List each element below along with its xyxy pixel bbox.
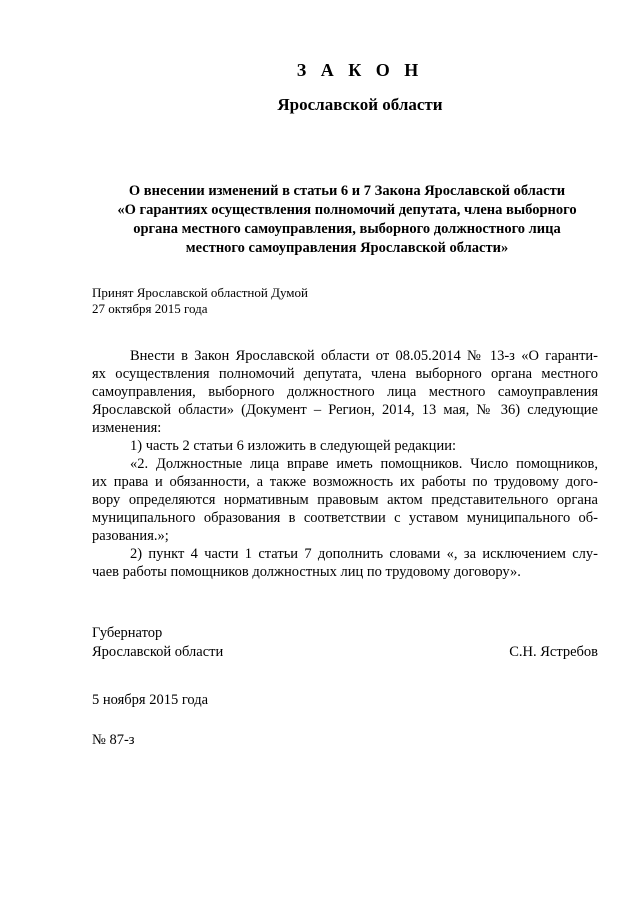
signing-date: 5 ноября 2015 года (92, 692, 209, 708)
adoption-body: Принят Ярославской областной Думой (92, 285, 308, 300)
law-subject (92, 182, 602, 258)
subject-line: органа местного самоуправления, выборного должностного лица (133, 221, 561, 237)
document-type-title: З А К О Н (296, 60, 424, 80)
body-line: Ярославской области» (Документ – Регион, 2014, 13 мая, № 36) следующие (92, 402, 598, 418)
body-line: ях осуществления полномочий депутата, члена выборного органа местного (92, 366, 598, 382)
body-line: разования.»; (92, 528, 169, 544)
law-number: № 87-з (92, 732, 135, 748)
adoption-date: 27 октября 2015 года (92, 301, 208, 316)
body-line: их права и обязанности, а также возможность их работы по трудовому дого- (92, 474, 598, 490)
body-line: муниципального образования в соответствии с уставом муниципального об- (92, 510, 598, 526)
law-body (92, 347, 598, 581)
body-line: самоуправления, выборного должностного лица местного самоуправления (92, 384, 598, 400)
adoption-note (92, 285, 308, 317)
signatory-name: С.Н. Ястребов (509, 644, 598, 660)
signature-block (92, 624, 598, 662)
signatory-position: Губернатор (92, 625, 163, 641)
subject-line: местного самоуправления Ярославской области» (185, 240, 509, 256)
body-line: Внести в Закон Ярославской области от 08.05.2014 № 13-з «О гаранти- (130, 348, 598, 364)
body-line: 1) часть 2 статьи 6 изложить в следующей редакции: (130, 438, 456, 454)
body-line: вору определяются нормативным правовым актом представительного органа (92, 492, 598, 508)
signatory-region: Ярославской области (92, 644, 224, 660)
document-region: Ярославской области (277, 95, 443, 114)
subject-line: «О гарантиях осуществления полномочий депутата, члена выборного (117, 202, 577, 218)
body-line: «2. Должностные лица вправе иметь помощников. Число помощников, (130, 456, 598, 472)
body-line: 2) пункт 4 части 1 статьи 7 дополнить словами «, за исключением слу- (130, 546, 598, 562)
subject-line: О внесении изменений в статьи 6 и 7 Закона Ярославской области (128, 183, 566, 199)
body-line: чаев работы помощников должностных лиц по трудовому договору». (92, 564, 521, 580)
body-line: изменения: (92, 420, 162, 436)
